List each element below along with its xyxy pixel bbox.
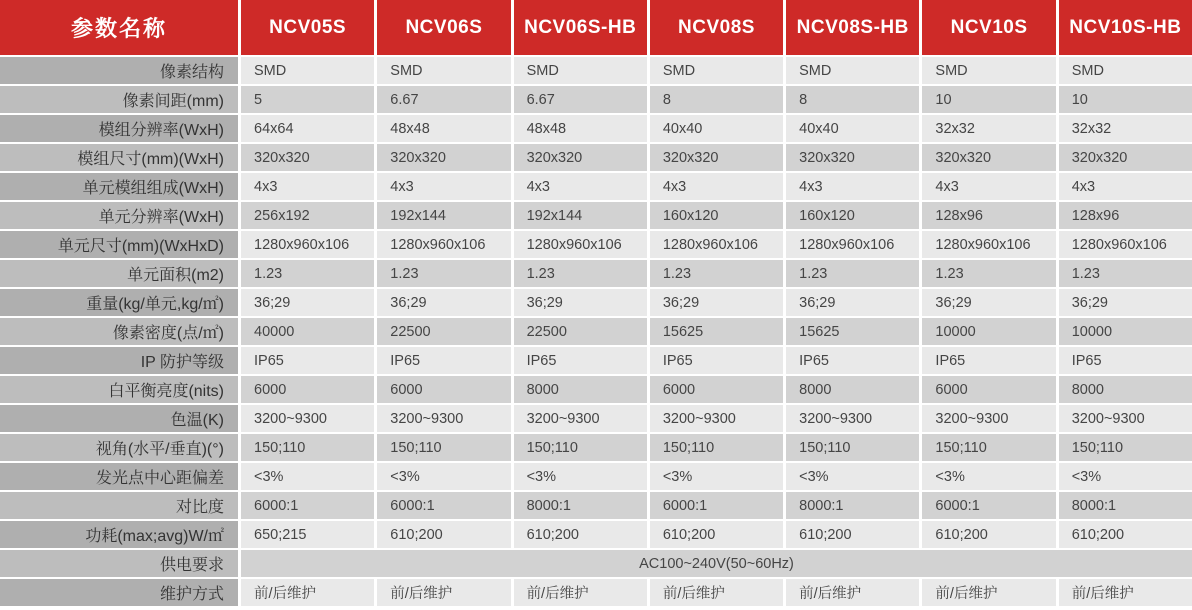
spec-value-cell: IP65: [786, 347, 919, 374]
spec-value-cell: 150;110: [241, 434, 374, 461]
row-label-cell: 视角(水平/垂直)(°): [0, 434, 238, 461]
spec-value-cell: 320x320: [514, 144, 647, 171]
table-row: [0, 115, 1192, 142]
row-label-cell: 白平衡亮度(nits): [0, 376, 238, 403]
spec-value-cell: 15625: [650, 318, 783, 345]
spec-value-cell: 6.67: [514, 86, 647, 113]
spec-value-cell: 150;110: [922, 434, 1055, 461]
model-header-cell: NCV10S-HB: [1059, 0, 1192, 55]
spec-value-cell: 48x48: [514, 115, 647, 142]
spec-value-cell: SMD: [241, 57, 374, 84]
spec-value-cell: 1.23: [514, 260, 647, 287]
row-label-cell: 对比度: [0, 492, 238, 519]
spec-value-cell: 1280x960x106: [377, 231, 510, 258]
spec-value-cell: 4x3: [514, 173, 647, 200]
table-row: [0, 260, 1192, 287]
spec-value-cell: 610;200: [1059, 521, 1192, 548]
spec-value-cell: 40x40: [650, 115, 783, 142]
spec-value-cell: IP65: [922, 347, 1055, 374]
spec-value-cell: 6.67: [377, 86, 510, 113]
spec-value-cell: 4x3: [241, 173, 374, 200]
table-row: [0, 318, 1192, 345]
spec-value-cell: 1280x960x106: [1059, 231, 1192, 258]
header-row: [0, 0, 1192, 55]
spec-value-cell: 320x320: [377, 144, 510, 171]
spec-value-cell: 150;110: [514, 434, 647, 461]
spec-value-cell: 6000:1: [377, 492, 510, 519]
spec-value-cell: SMD: [377, 57, 510, 84]
spec-value-cell: 10000: [1059, 318, 1192, 345]
spec-value-cell: 22500: [377, 318, 510, 345]
spec-value-cell: <3%: [1059, 463, 1192, 490]
spec-value-cell: 610;200: [922, 521, 1055, 548]
spec-value-cell: 150;110: [377, 434, 510, 461]
spec-value-cell: 1280x960x106: [922, 231, 1055, 258]
spec-value-cell: 610;200: [786, 521, 919, 548]
spec-value-cell: 320x320: [241, 144, 374, 171]
spec-value-cell: 前/后维护: [650, 579, 783, 606]
spec-value-cell: 32x32: [1059, 115, 1192, 142]
spec-value-cell: 8: [786, 86, 919, 113]
spec-value-cell: 6000: [377, 376, 510, 403]
spec-value-cell: SMD: [514, 57, 647, 84]
spec-value-cell: 1.23: [922, 260, 1055, 287]
spec-value-cell: 6000: [922, 376, 1055, 403]
spec-value-cell: IP65: [514, 347, 647, 374]
spec-value-cell: <3%: [922, 463, 1055, 490]
spec-value-cell: SMD: [922, 57, 1055, 84]
spec-value-cell: 3200~9300: [786, 405, 919, 432]
spec-value-cell: 160x120: [650, 202, 783, 229]
table-row: [0, 550, 1192, 577]
spec-value-cell: 1.23: [241, 260, 374, 287]
spec-value-cell: 256x192: [241, 202, 374, 229]
table-row: [0, 492, 1192, 519]
spec-value-cell: 3200~9300: [241, 405, 374, 432]
spec-value-cell: 48x48: [377, 115, 510, 142]
spec-value-cell: <3%: [786, 463, 919, 490]
spec-value-cell: 1280x960x106: [514, 231, 647, 258]
table-row: [0, 347, 1192, 374]
spec-value-cell: 36;29: [1059, 289, 1192, 316]
spec-value-cell: 1280x960x106: [786, 231, 919, 258]
model-header-cell: NCV08S-HB: [786, 0, 919, 55]
table-row: [0, 173, 1192, 200]
spec-value-cell: 8000: [514, 376, 647, 403]
spec-value-cell: <3%: [377, 463, 510, 490]
table-row: [0, 289, 1192, 316]
model-header-cell: NCV06S: [377, 0, 510, 55]
spec-value-cell: 64x64: [241, 115, 374, 142]
spec-value-cell: 8000: [1059, 376, 1192, 403]
model-header-cell: NCV06S-HB: [514, 0, 647, 55]
spec-value-cell: 650;215: [241, 521, 374, 548]
row-label-cell: 功耗(max;avg)W/㎡: [0, 521, 238, 548]
row-label-cell: 模组尺寸(mm)(WxH): [0, 144, 238, 171]
spec-value-cell: 320x320: [922, 144, 1055, 171]
spec-value-cell: 150;110: [1059, 434, 1192, 461]
spec-value-cell: 36;29: [377, 289, 510, 316]
spec-value-cell: 3200~9300: [650, 405, 783, 432]
spec-value-cell: 5: [241, 86, 374, 113]
table-row: [0, 579, 1192, 606]
param-name-header-cell: 参数名称: [0, 0, 238, 55]
spec-value-cell: <3%: [650, 463, 783, 490]
table-row: [0, 434, 1192, 461]
model-header-cell: NCV10S: [922, 0, 1055, 55]
spec-value-cell: 6000:1: [650, 492, 783, 519]
spec-value-cell: 36;29: [786, 289, 919, 316]
spec-value-cell: 610;200: [650, 521, 783, 548]
spec-value-cell: 前/后维护: [786, 579, 919, 606]
spec-value-cell: SMD: [786, 57, 919, 84]
table-row: [0, 144, 1192, 171]
spec-value-cell: 610;200: [377, 521, 510, 548]
spec-value-cell: 36;29: [922, 289, 1055, 316]
spec-value-cell: 4x3: [922, 173, 1055, 200]
model-header-cell: NCV05S: [241, 0, 374, 55]
spec-value-cell: 4x3: [377, 173, 510, 200]
row-label-cell: 发光点中心距偏差: [0, 463, 238, 490]
spec-value-cell: 1.23: [786, 260, 919, 287]
spec-value-cell: 192x144: [514, 202, 647, 229]
spec-value-cell: 3200~9300: [1059, 405, 1192, 432]
spec-value-cell: 6000: [241, 376, 374, 403]
spec-value-cell: IP65: [241, 347, 374, 374]
spec-value-cell: 320x320: [786, 144, 919, 171]
spec-value-cell: SMD: [650, 57, 783, 84]
spec-value-cell: 128x96: [1059, 202, 1192, 229]
spec-value-cell: <3%: [241, 463, 374, 490]
table-row: [0, 521, 1192, 548]
row-label-cell: 单元分辨率(WxH): [0, 202, 238, 229]
spec-value-cell: 1280x960x106: [241, 231, 374, 258]
spec-value-cell: 6000: [650, 376, 783, 403]
row-label-cell: 像素密度(点/㎡): [0, 318, 238, 345]
spec-value-cell: 36;29: [241, 289, 374, 316]
spec-value-cell: 4x3: [786, 173, 919, 200]
row-label-cell: 维护方式: [0, 579, 238, 606]
spec-value-cell: 10: [1059, 86, 1192, 113]
spec-value-cell: 3200~9300: [922, 405, 1055, 432]
spec-value-cell: 10: [922, 86, 1055, 113]
spec-value-cell: <3%: [514, 463, 647, 490]
spec-value-cell: 前/后维护: [922, 579, 1055, 606]
spec-value-cell: IP65: [1059, 347, 1192, 374]
row-label-cell: 模组分辨率(WxH): [0, 115, 238, 142]
spec-value-cell: SMD: [1059, 57, 1192, 84]
row-label-cell: 单元模组组成(WxH): [0, 173, 238, 200]
spec-value-cell: 前/后维护: [377, 579, 510, 606]
spec-value-cell: 1.23: [650, 260, 783, 287]
spec-value-cell: 4x3: [650, 173, 783, 200]
spec-value-cell: 22500: [514, 318, 647, 345]
spec-value-cell: 前/后维护: [1059, 579, 1192, 606]
spec-value-cell: 610;200: [514, 521, 647, 548]
spec-value-cell: 8: [650, 86, 783, 113]
spec-value-cell: 1.23: [377, 260, 510, 287]
spec-value-cell: 160x120: [786, 202, 919, 229]
spec-value-cell: 150;110: [650, 434, 783, 461]
spec-value-cell: 128x96: [922, 202, 1055, 229]
spec-value-cell: 3200~9300: [377, 405, 510, 432]
spec-value-cell: 36;29: [650, 289, 783, 316]
spec-value-cell: 3200~9300: [514, 405, 647, 432]
row-label-cell: 色温(K): [0, 405, 238, 432]
spec-value-cell: 32x32: [922, 115, 1055, 142]
spec-value-cell: 8000:1: [1059, 492, 1192, 519]
row-label-cell: 供电要求: [0, 550, 238, 577]
spec-value-cell: 1.23: [1059, 260, 1192, 287]
spec-value-cell: 320x320: [1059, 144, 1192, 171]
table-row: [0, 405, 1192, 432]
spec-value-cell: 40x40: [786, 115, 919, 142]
spec-value-cell: 40000: [241, 318, 374, 345]
spec-value-cell: 6000:1: [241, 492, 374, 519]
row-label-cell: 单元面积(m2): [0, 260, 238, 287]
spec-value-cell: 150;110: [786, 434, 919, 461]
table-row: [0, 86, 1192, 113]
spec-value-cell: 8000:1: [786, 492, 919, 519]
spec-value-cell: 8000: [786, 376, 919, 403]
spec-value-cell: 192x144: [377, 202, 510, 229]
table-row: [0, 202, 1192, 229]
spec-value-cell: 36;29: [514, 289, 647, 316]
spec-value-cell: 320x320: [650, 144, 783, 171]
spec-value-cell: 10000: [922, 318, 1055, 345]
row-label-cell: 单元尺寸(mm)(WxHxD): [0, 231, 238, 258]
table-row: [0, 57, 1192, 84]
spec-value-cell: 4x3: [1059, 173, 1192, 200]
spec-value-cell: IP65: [377, 347, 510, 374]
merged-value-cell: AC100~240V(50~60Hz): [241, 550, 1192, 577]
row-label-cell: 重量(kg/单元,kg/㎡): [0, 289, 238, 316]
spec-value-cell: 前/后维护: [514, 579, 647, 606]
row-label-cell: 像素结构: [0, 57, 238, 84]
spec-value-cell: 8000:1: [514, 492, 647, 519]
table-row: [0, 376, 1192, 403]
spec-value-cell: 前/后维护: [241, 579, 374, 606]
table-row: [0, 231, 1192, 258]
model-header-cell: NCV08S: [650, 0, 783, 55]
row-label-cell: IP 防护等级: [0, 347, 238, 374]
spec-value-cell: 15625: [786, 318, 919, 345]
row-label-cell: 像素间距(mm): [0, 86, 238, 113]
table-row: [0, 463, 1192, 490]
spec-value-cell: 6000:1: [922, 492, 1055, 519]
spec-value-cell: IP65: [650, 347, 783, 374]
spec-value-cell: 1280x960x106: [650, 231, 783, 258]
